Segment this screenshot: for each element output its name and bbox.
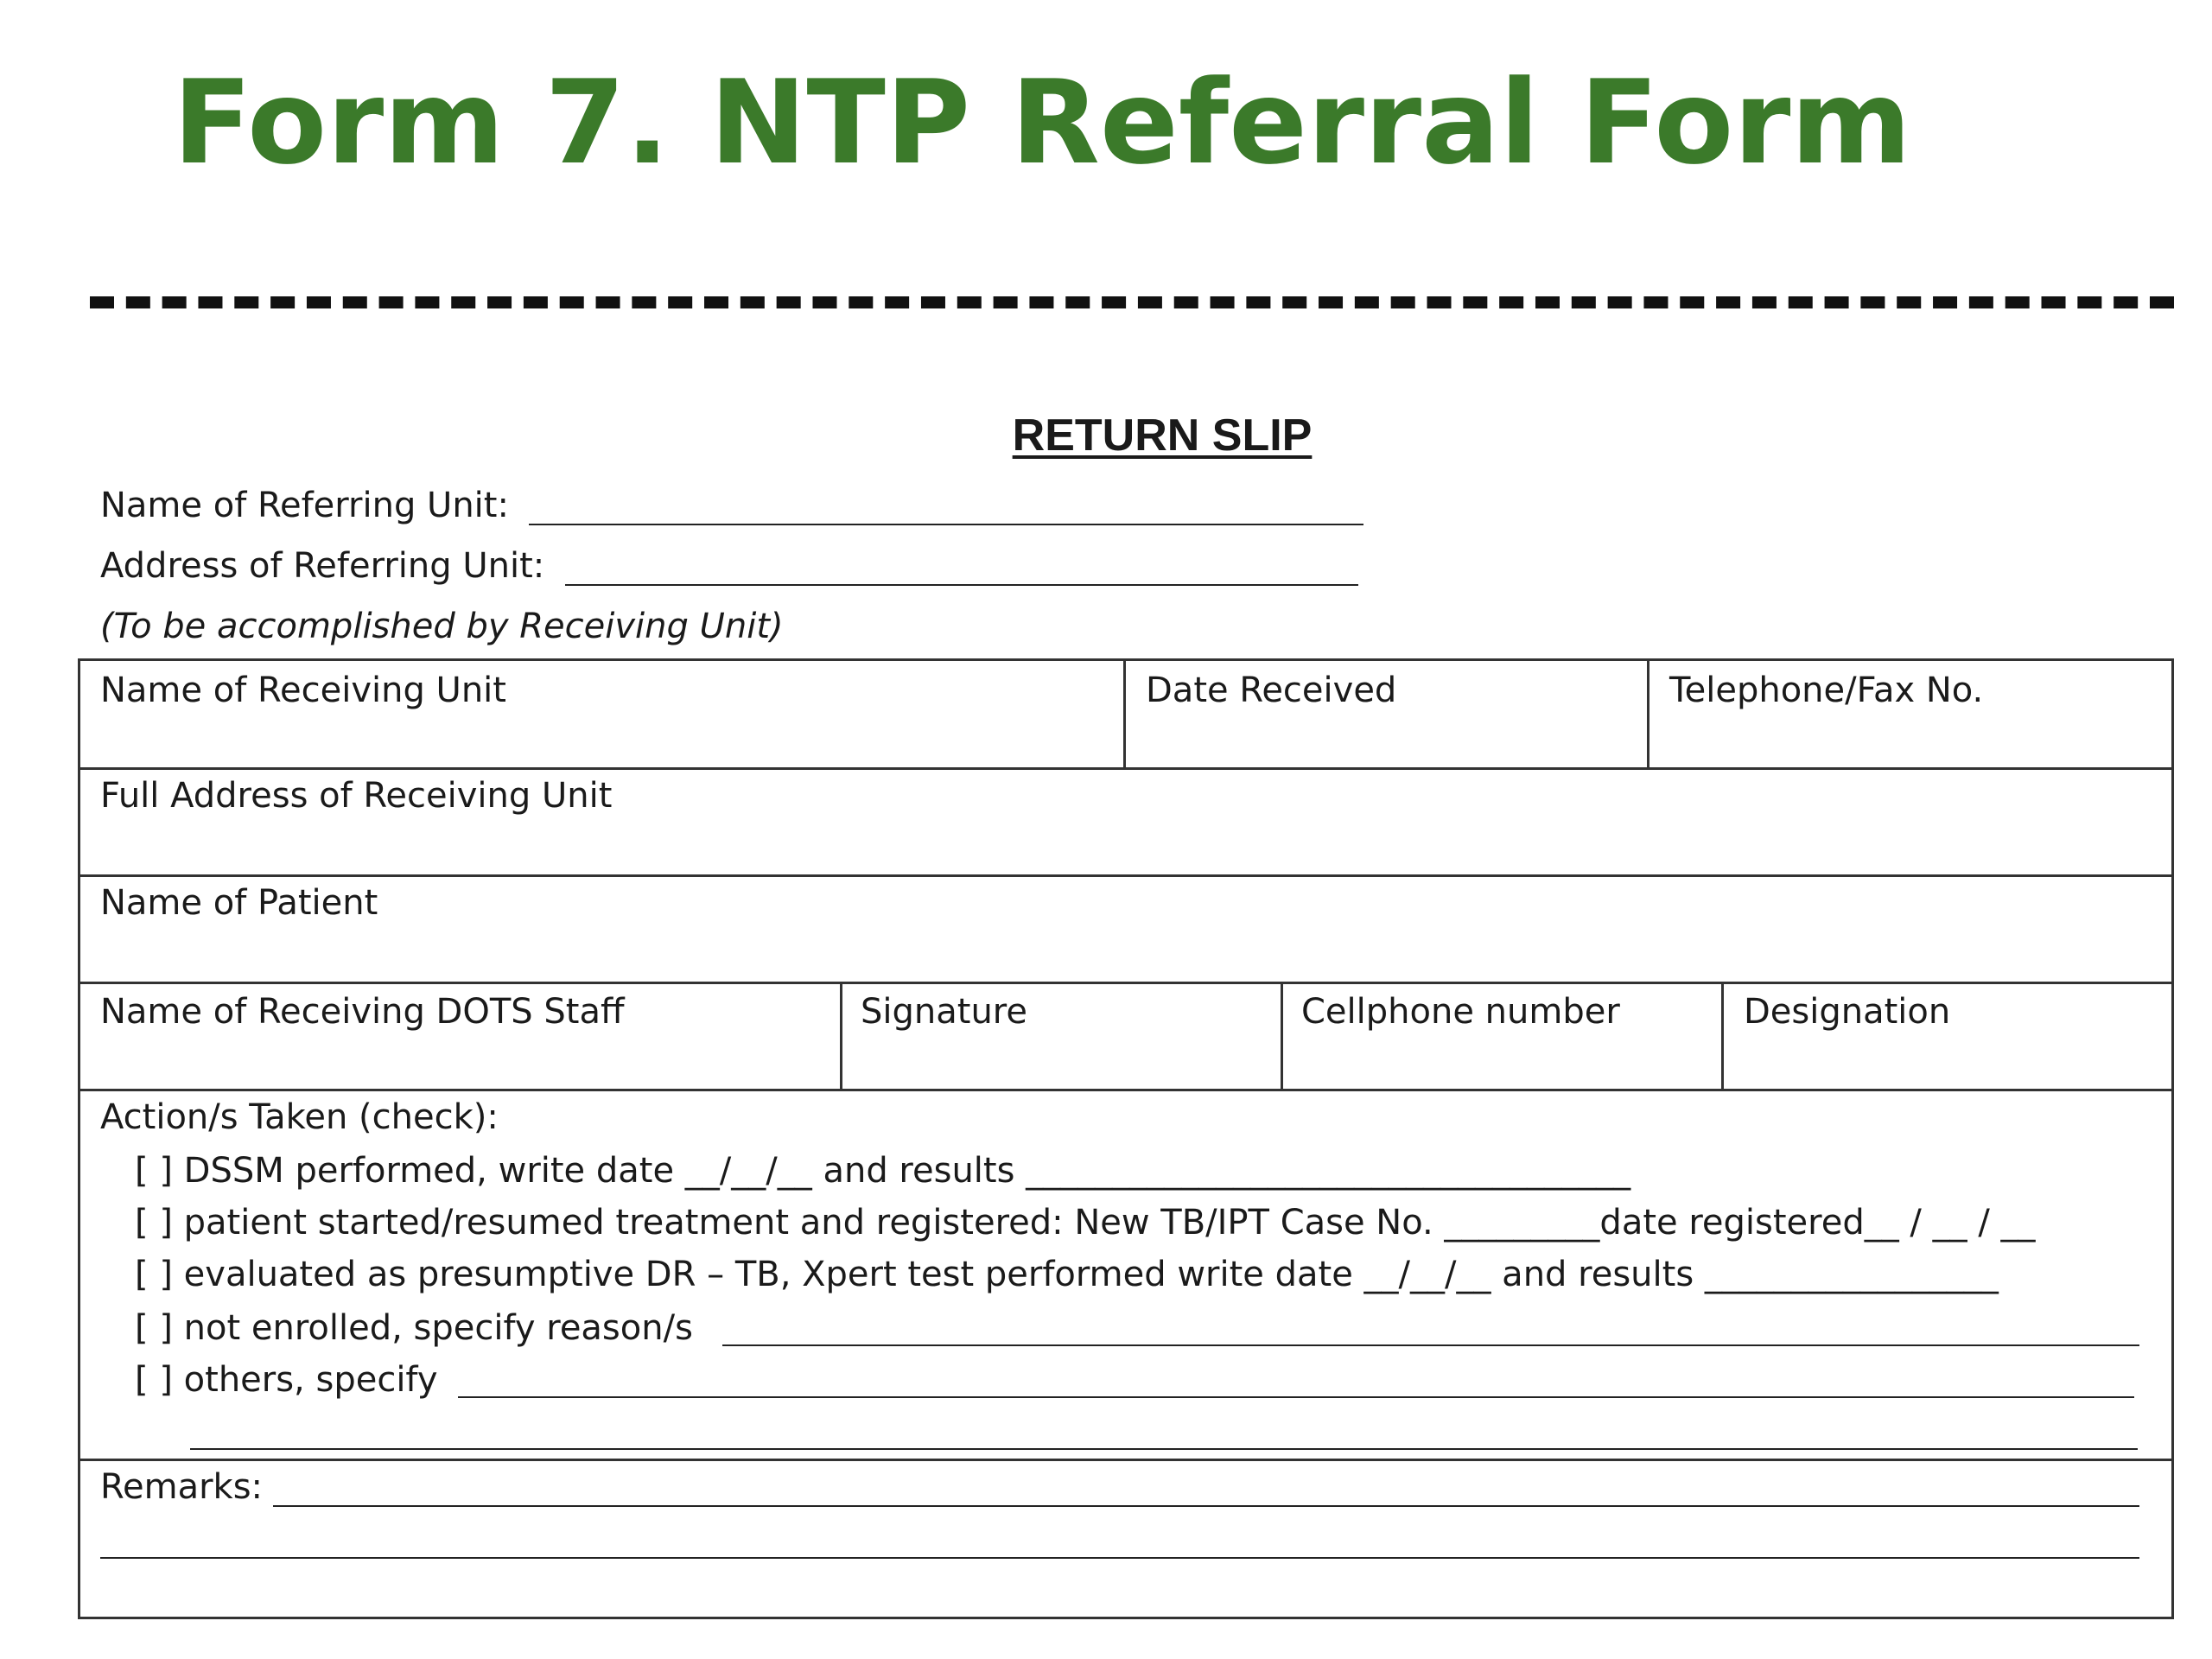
patient-name-cell[interactable]: Name of Patient [100,883,378,923]
signature-cell[interactable]: Signature [861,992,1027,1032]
action-item-not-enrolled[interactable] [135,1306,693,1350]
checkbox[interactable]: [ ] [135,1151,173,1191]
cellphone-cell[interactable]: Cellphone number [1301,992,1620,1032]
column-divider [840,982,842,1089]
referring-unit-name-line[interactable] [529,524,1363,525]
referring-unit-name-label: Name of Referring Unit: [100,486,509,525]
action-item-text: others, specify [183,1360,438,1400]
row-divider-3 [78,982,2174,984]
remarks-label: Remarks: [100,1467,264,1507]
action-item-presumptive-dr-tb[interactable] [135,1253,1999,1296]
column-divider [1647,658,1649,767]
action-item-others[interactable] [135,1358,437,1402]
remarks-line-2[interactable] [100,1557,2139,1559]
row-divider-1 [78,767,2174,770]
page-title: Form 7. NTP Referral Form [173,55,1912,190]
receiving-unit-note: (To be accomplished by Receiving Unit) [100,607,784,646]
action-item-text: patient started/resumed treatment and registered: New TB/IPT Case No. _________date registered__ / __ / __ [183,1203,2036,1243]
return-slip-heading: RETURN SLIP [1012,410,1313,461]
cut-line [90,296,2174,308]
referring-unit-address-line[interactable] [565,584,1358,586]
action-item-started-treatment[interactable] [135,1201,2036,1244]
action-item-text: DSSM performed, write date __/__/__ and results ___________________________________ [183,1151,1631,1191]
column-divider [1721,982,1724,1089]
others-specify-line[interactable] [458,1396,2134,1398]
row-divider-2 [78,874,2174,877]
referring-unit-address-label: Address of Referring Unit: [100,546,545,586]
checkbox[interactable]: [ ] [135,1203,173,1243]
column-divider [1281,982,1283,1089]
receiving-unit-name-cell[interactable]: Name of Receiving Unit [100,671,506,710]
checkbox[interactable]: [ ] [135,1360,173,1400]
checkbox[interactable]: [ ] [135,1255,173,1294]
dots-staff-cell[interactable]: Name of Receiving DOTS Staff [100,992,625,1032]
checkbox[interactable]: [ ] [135,1308,173,1348]
row-divider-5 [78,1459,2174,1461]
action-item-dssm[interactable] [135,1149,1630,1192]
full-address-cell[interactable]: Full Address of Receiving Unit [100,776,613,816]
row-divider-4 [78,1089,2174,1091]
column-divider [1123,658,1126,767]
action-item-text: evaluated as presumptive DR – TB, Xpert test performed write date __/__/__ and results _________________ [183,1255,1999,1294]
others-specify-line-2[interactable] [190,1448,2138,1450]
date-received-cell[interactable]: Date Received [1146,671,1397,710]
telephone-fax-cell[interactable]: Telephone/Fax No. [1669,671,1984,710]
remarks-line-1[interactable] [273,1505,2139,1507]
actions-heading: Action/s Taken (check): [100,1097,499,1137]
not-enrolled-reason-line[interactable] [722,1344,2139,1346]
action-item-text: not enrolled, specify reason/s [183,1308,693,1348]
designation-cell[interactable]: Designation [1744,992,1951,1032]
